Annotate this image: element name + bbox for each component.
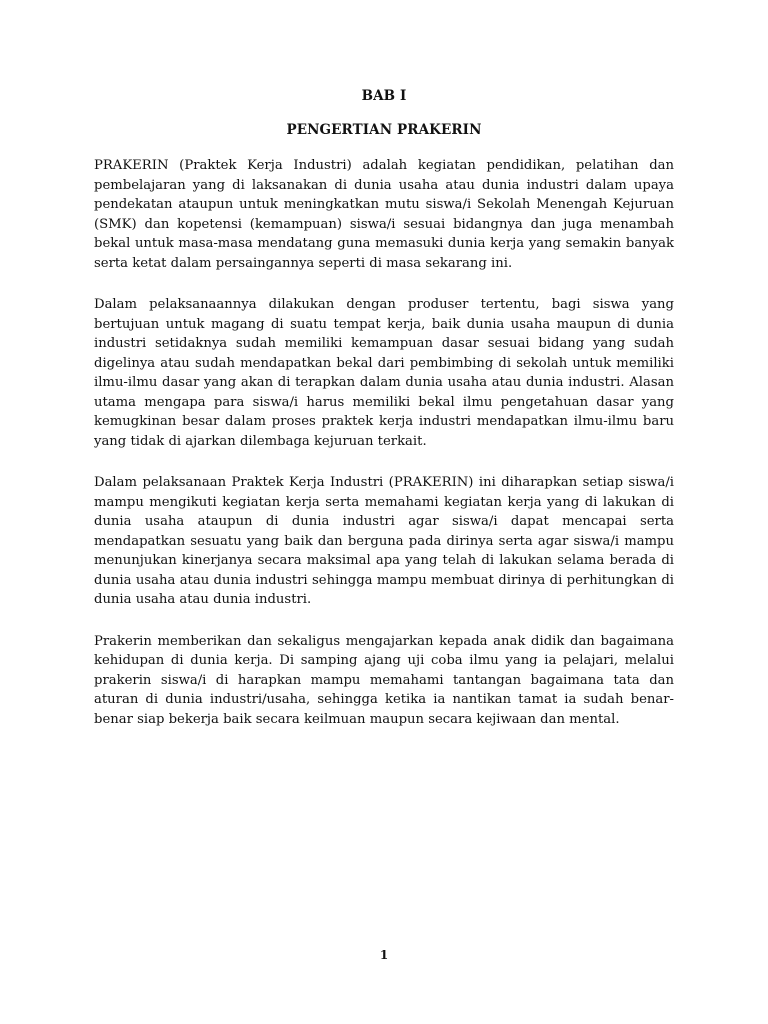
paragraph-3: Dalam pelaksanaan Praktek Kerja Industri (PRAKERIN) ini diharapkan setiap siswa/i mampu mengikuti kegiatan kerja serta memahami kegiatan kerja yang di lakukan di dunia usaha ataupun di dunia industri agar siswa/i dapat mencapai serta mendapatkan sesuatu yang baik dan berguna pada dirinya serta agar siswa/i mampu menunjukan kinerjanya secara maksimal apa yang telah di lakukan selama berada di dunia usaha atau dunia industri sehingga mampu membuat dirinya di perhitungkan di dunia usaha atau dunia industri. bbox=[94, 475, 674, 607]
document-body bbox=[94, 156, 674, 751]
chapter-heading: BAB I bbox=[361, 88, 407, 104]
page-number: 1 bbox=[379, 948, 389, 962]
paragraph-2: Dalam pelaksanaannya dilakukan dengan produser tertentu, bagi siswa yang bertujuan untuk magang di suatu tempat kerja, baik dunia usaha maupun di dunia industri setidaknya sudah memiliki kemampuan dasar sesuai bidang yang sudah digelinya atau sudah mendapatkan bekal dari pembimbing di sekolah untuk memiliki ilmu-ilmu dasar yang akan di terapkan dalam dunia usaha atau dunia industri. Alasan utama mengapa para siswa/i harus memiliki bekal ilmu pengetahuan dasar yang kemugkinan besar dalam proses praktek kerja industri mendapatkan ilmu-ilmu baru yang tidak di ajarkan dilembaga kejuruan terkait. bbox=[94, 297, 674, 449]
paragraph-1: PRAKERIN (Praktek Kerja Industri) adalah kegiatan pendidikan, pelatihan dan pembelajaran yang di laksanakan di dunia usaha atau dunia industri dalam upaya pendekatan ataupun untuk meningkatkan mutu siswa/i Sekolah Menengah Kejuruan (SMK) dan kopetensi (kemampuan) siswa/i sesuai bidangnya dan juga menambah bekal untuk masa-masa mendatang guna memasuki dunia kerja yang semakin banyak serta ketat dalam persaingannya seperti di masa sekarang ini. bbox=[94, 158, 674, 271]
paragraph-4: Prakerin memberikan dan sekaligus mengajarkan kepada anak didik dan bagaimana kehidupan di dunia kerja. Di samping ajang uji coba ilmu yang ia pelajari, melalui prakerin siswa/i di harapkan mampu memahami tantangan bagaimana tata dan aturan di dunia industri/usaha, sehingga ketika ia nantikan tamat ia sudah benar-benar siap bekerja baik secara keilmuan maupun secara kejiwaan dan mental. bbox=[94, 633, 674, 727]
chapter-title: PENGERTIAN PRAKERIN bbox=[286, 122, 482, 138]
